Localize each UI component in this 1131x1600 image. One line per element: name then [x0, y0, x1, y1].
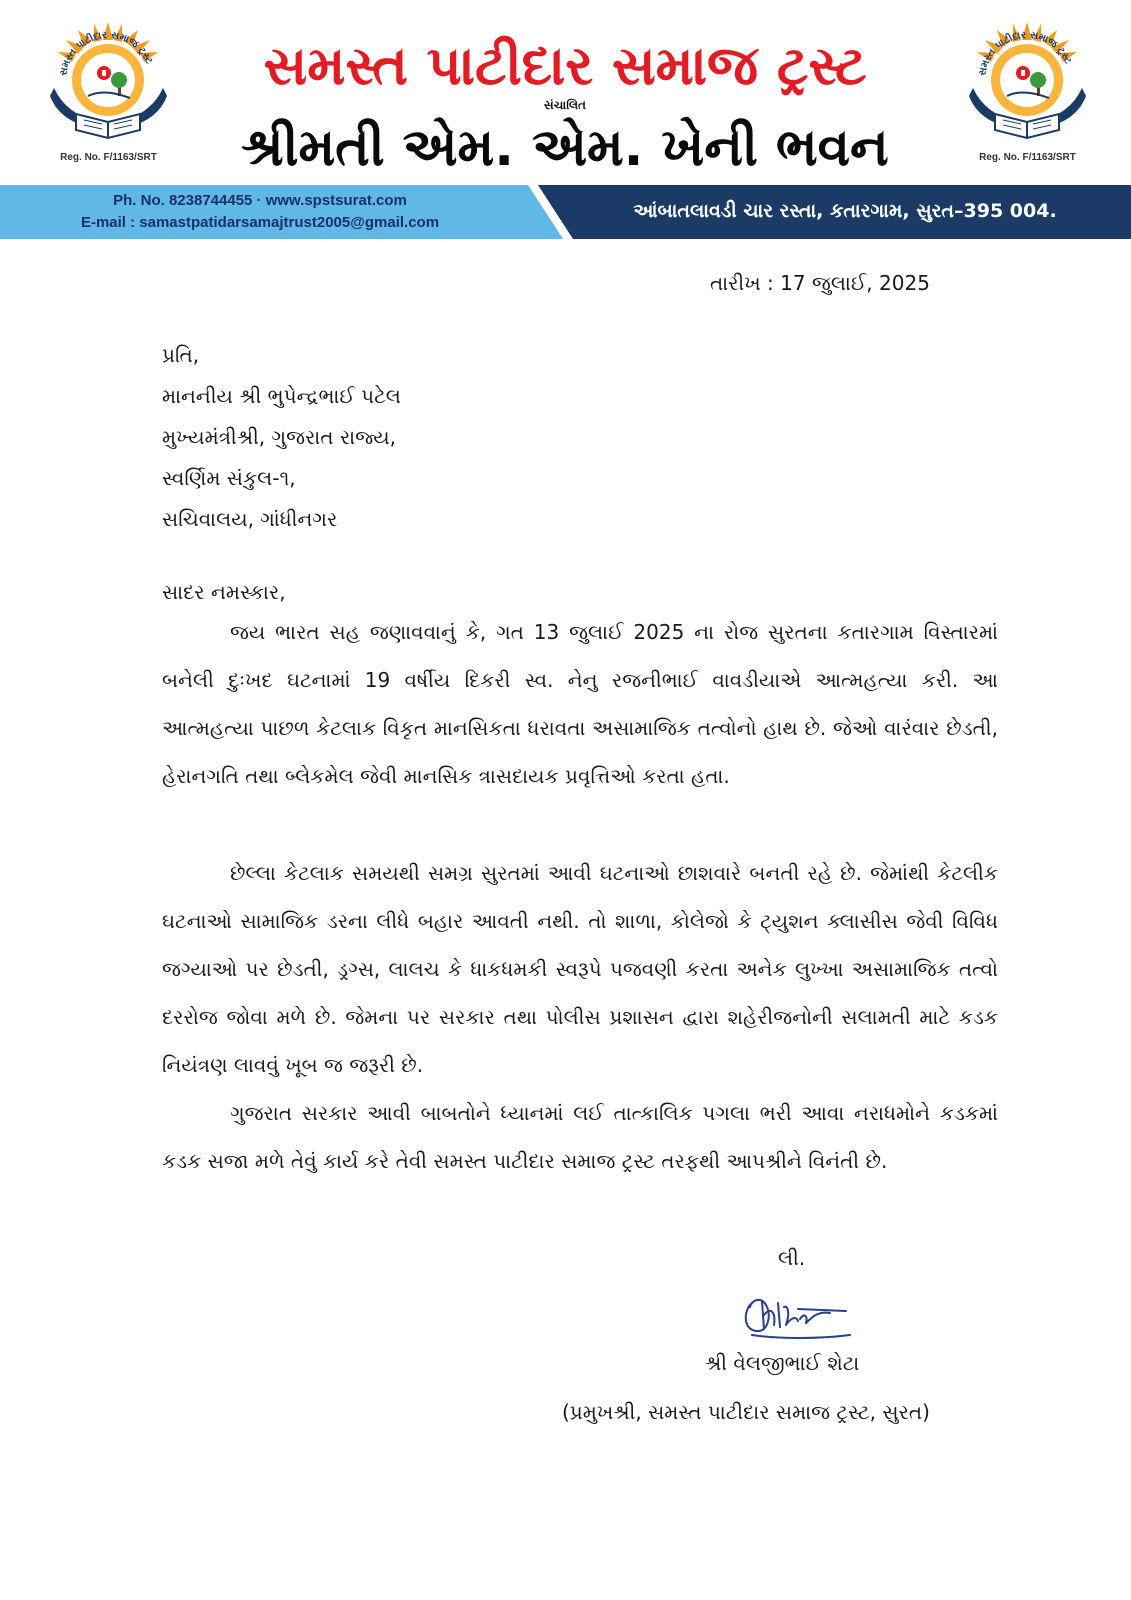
- recipient-line: માનનીય શ્રી ભુપેન્દ્રભાઈ પટેલ: [162, 384, 401, 408]
- handwritten-signature: [738, 1285, 858, 1347]
- trust-address: આંબાતલાવડી ચાર રસ્તા, કતારગામ, સુરત–395 004.: [633, 200, 1057, 222]
- open-book-icon: [76, 114, 140, 138]
- sun-emblem-icon: [965, 18, 1090, 153]
- body-paragraph: ગુજરાત સરકાર આવી બાબતોને ધ્યાનમાં લઈ તાત્કાલિક પગલા ભરી આવા નરાધમોને કડકમાં કડક સજા મળે તેવું કાર્ય કરે તેવી સમસ્ત પાટીદાર સમાજ ટ્રસ્ટ તરફથી આપશ્રીને વિનંતી છે.: [162, 1101, 998, 1173]
- contact-details: [60, 190, 460, 234]
- managed-by-label: સંચાલિત: [543, 98, 586, 112]
- phone-web-line: Ph. No. 8238744455 · www.spstsurat.com: [113, 192, 407, 209]
- logo-ring-text: સમસ્ત પાટીદાર સમાજ ટ્રસ્ટ: [977, 29, 1074, 77]
- closing: લી.: [778, 1246, 806, 1270]
- trust-logo-right: [965, 18, 1090, 168]
- logo-ring-text: સમસ્ત પાટીદાર સમાજ ટ્રસ્ટ: [58, 29, 155, 77]
- recipient-line: સ્વર્ણિમ સંકુલ-૧,: [162, 466, 296, 490]
- body-paragraph: જય ભારત સહ જણાવવાનું કે, ગત 13 જુલાઈ 2025 ના રોજ સુરતના કતારગામ વિસ્તારમાં બનેલી દુઃખદ ઘટનામાં 19 વર્ષીય દિકરી સ્વ. નેનુ રજનીભાઈ વાવડીયાએ આત્મહત્યા કરી. આ આત્મહત્યા પાછળ કેટલાક વિકૃત માનસિકતા ધરાવતા અસામાજિક તત્વોનો હાથ છે. જેઓ વારંવાર છેડતી, હેરાનગતિ તથા બ્લેકમેલ જેવી માનસિક ત્રાસદાયક પ્રવૃત્તિઓ કરતા હતા.: [162, 620, 998, 788]
- reg-number: Reg. No. F/1163/SRT: [979, 152, 1076, 163]
- reg-number: Reg. No. F/1163/SRT: [60, 152, 157, 163]
- trust-title: સમસ્ત પાટીદાર સમાજ ટ્રસ્ટ: [263, 34, 867, 97]
- sun-emblem-icon: [46, 18, 171, 153]
- recipient-line: સચિવાલય, ગાંધીનગર: [162, 507, 338, 531]
- open-book-icon: [995, 114, 1059, 138]
- letter-date: તારીખ : 17 જુલાઈ, 2025: [710, 271, 930, 295]
- bhavan-title: શ્રીમતી એમ. એમ. ખેની ભવન: [241, 118, 889, 178]
- signer-title: (પ્રમુખશ્રી, સમસ્ત પાટીદાર સમાજ ટ્રસ્ટ, સુરત): [562, 1400, 930, 1424]
- recipient-line: મુખ્યમંત્રીશ્રી, ગુજરાત રાજ્ય,: [162, 425, 396, 449]
- body-paragraph: છેલ્લા કેટલાક સમયથી સમગ્ર સુરતમાં આવી ઘટનાઓ છાશવારે બનતી રહે છે. જેમાંથી કેટલીક ઘટનાઓ સામાજિક ડરના લીધે બહાર આવતી નથી. તો શાળા, કોલેજો કે ટ્યુશન ક્લાસીસ જેવી વિવિધ જગ્યાઓ પર છેડતી, ડ્રગ્સ, લાલચ કે ધાકધમકી સ્વરૂપે પજવણી કરતા અનેક લુખ્ખા અસામાજિક તત્વો દરરોજ જોવા મળે છે. જેમના પર સરકાર તથા પોલીસ પ્રશાસન દ્વારા શહેરીજનોની સલામતી માટે કડક નિયંત્રણ લાવવું ખૂબ જ જરૂરી છે.: [162, 861, 998, 1077]
- recipient-line: પ્રતિ,: [162, 343, 200, 367]
- trust-logo-left: [46, 18, 171, 168]
- salutation: સાદર નમસ્કાર,: [162, 580, 286, 604]
- signer-name: શ્રી વેલજીભાઈ શેટા: [705, 1351, 860, 1375]
- recipient-block: [162, 335, 401, 540]
- email-line: E-mail : samastpatidarsamajtrust2005@gmail.com: [80, 214, 440, 231]
- contact-band: [0, 185, 1131, 239]
